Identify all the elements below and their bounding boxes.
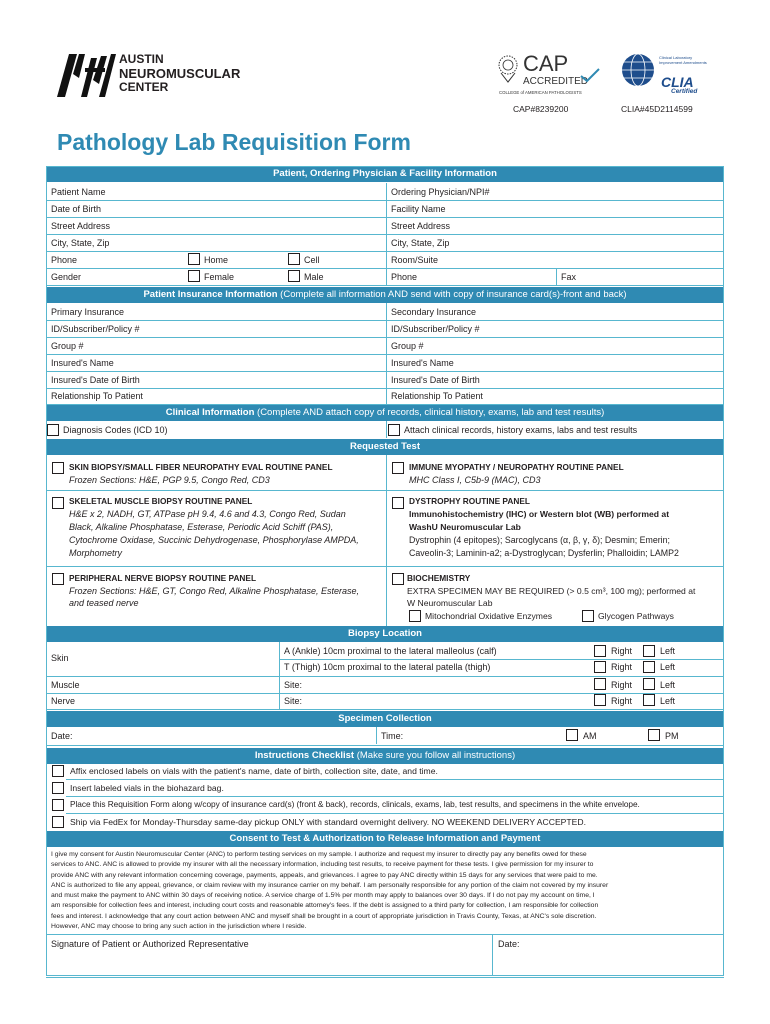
clia-globe-icon <box>621 53 655 87</box>
logo-line-1: AUSTIN <box>119 52 164 66</box>
cell-checkbox[interactable] <box>288 253 300 265</box>
specimen-time-field[interactable]: Time: <box>381 731 404 741</box>
skeletal-muscle-title: SKELETAL MUSCLE BIOPSY ROUTINE PANEL <box>69 496 253 506</box>
consent-line: and must make the payment to ANC within 30 days of receiving notice. A service charge of 1.5% per month may apply to balances over 30 days. If I do not pay my account on time, I <box>51 892 595 900</box>
biochemistry-checkbox[interactable] <box>392 573 404 585</box>
secondary-insured-name-field[interactable]: Insured's Name <box>391 358 454 368</box>
peripheral-nerve-desc-2: and teased nerve <box>69 598 139 608</box>
clia-logo <box>621 51 711 97</box>
signature-date-field[interactable]: Date: <box>498 939 520 949</box>
thigh-location-label: T (Thigh) 10cm proximal to the lateral patella (thigh) <box>284 662 491 672</box>
dystrophy-sub-2: WashU Neuromuscular Lab <box>409 522 521 532</box>
muscle-left-label: Left <box>660 680 676 690</box>
biochemistry-desc-1: EXTRA SPECIMEN MAY BE REQUIRED (> 0.5 cm³, 100 mg); performed at <box>407 586 696 596</box>
glycogen-label: Glycogen Pathways <box>598 611 674 621</box>
peripheral-nerve-checkbox[interactable] <box>52 573 64 585</box>
skeletal-muscle-desc-2: Black, Alkaline Phosphatase, Esterase, Periodic Acid Schiff (PAS), <box>69 522 334 532</box>
ankle-location-label: A (Ankle) 10cm proximal to the lateral malleolus (calf) <box>284 646 497 656</box>
biochemistry-desc-2: W Neuromuscular Lab <box>407 598 493 608</box>
male-checkbox[interactable] <box>288 270 300 282</box>
female-label: Female <box>204 272 235 282</box>
consent-line: I give my consent for Austin Neuromuscular Center (ANC) to perform testing services on my sample. I authorize and request my insurer to directly pay any benefits owed for these <box>51 851 587 858</box>
peripheral-nerve-desc-1: Frozen Sections: H&E, GT, Congo Red, Alkaline Phosphatase, Esterase, <box>69 586 359 596</box>
dystrophy-checkbox[interactable] <box>392 497 404 509</box>
thigh-left-label: Left <box>660 662 676 672</box>
nerve-right-checkbox[interactable] <box>594 694 606 706</box>
home-label: Home <box>204 255 229 265</box>
checkmark-icon <box>579 67 601 83</box>
clinical-section-band <box>46 405 724 421</box>
checklist-checkbox-3[interactable] <box>52 799 64 811</box>
thigh-right-label: Right <box>611 662 633 672</box>
nerve-right-label: Right <box>611 696 633 706</box>
dystrophy-sub-1: Immunohistochemistry (IHC) or Western blot (WB) performed at <box>409 509 670 519</box>
skeletal-muscle-desc-4: Morphometry <box>69 548 123 558</box>
consent-line: provide ANC with any relevant information concerning coverage, payments, appeals, and grievances. I agree to pay ANC directly within 15 days for any services that were paid to me. <box>51 871 598 879</box>
mitochondrial-label: Mitochondrial Oxidative Enzymes <box>425 611 553 621</box>
insurance-section-band <box>46 287 724 303</box>
clia-certified: Certified <box>671 88 698 95</box>
home-checkbox[interactable] <box>188 253 200 265</box>
secondary-insurance-field[interactable]: Secondary Insurance <box>391 307 477 317</box>
primary-relationship-field[interactable]: Relationship To Patient <box>51 391 143 401</box>
logo-line-2: NEUROMUSCULAR <box>119 66 241 81</box>
primary-group-field[interactable]: Group # <box>51 341 84 351</box>
cap-seal-icon <box>497 55 519 83</box>
dystrophy-desc-2: Caveolin-3; Laminin-a2; a-Dystroglycan; Dysferlin; Phalloidin; LAMP2 <box>409 548 679 558</box>
muscle-right-label: Right <box>611 680 633 690</box>
immune-myopathy-title: IMMUNE MYOPATHY / NEUROPATHY ROUTINE PANEL <box>409 462 624 472</box>
patient-phone-field[interactable]: Phone <box>51 255 78 265</box>
male-label: Male <box>304 272 324 282</box>
ankle-left-label: Left <box>660 646 676 656</box>
cap-accredited: ACCREDITED <box>523 76 589 87</box>
skeletal-muscle-desc-3: Cytochrome Oxidase, Succinic Dehydrogenase, Phosphorylase AMPDA, <box>69 535 359 545</box>
patient-street-field[interactable]: Street Address <box>51 221 111 231</box>
secondary-id-field[interactable]: ID/Subscriber/Policy # <box>391 324 480 334</box>
skin-biopsy-desc: Frozen Sections: H&E, PGP 9.5, Congo Red, CD3 <box>69 475 270 485</box>
attach-records-checkbox[interactable] <box>388 424 400 436</box>
am-checkbox[interactable] <box>566 729 578 741</box>
diagnosis-codes-field[interactable]: Diagnosis Codes (ICD 10) <box>63 425 168 435</box>
checklist-band-note: (Make sure you follow all instructions) <box>356 750 516 761</box>
requested-test-band: Requested Test <box>46 439 724 455</box>
specimen-collection-band: Specimen Collection <box>46 711 724 727</box>
clia-logo-text: CLIA <box>661 74 694 90</box>
cell-label: Cell <box>304 255 320 265</box>
page-title: Pathology Lab Requisition Form <box>57 129 411 155</box>
checklist-item-3: Place this Requisition Form along w/copy of insurance card(s) (front & back), records, clinicals, exams, lab, test results, and specimens in the white envelope. <box>70 799 640 809</box>
clia-number: CLIA#45D2114599 <box>621 104 693 114</box>
clinical-band-title: Clinical Information <box>165 407 255 418</box>
facility-phone-field[interactable]: Phone <box>391 272 418 282</box>
dystrophy-title: DYSTROPHY ROUTINE PANEL <box>409 496 530 506</box>
primary-insured-dob-field[interactable]: Insured's Date of Birth <box>51 375 140 385</box>
instructions-checklist-band <box>46 748 724 764</box>
insurance-band-note: (Complete all information AND send with copy of insurance card(s)-front and back) <box>280 289 627 300</box>
checklist-item-2: Insert labeled vials in the biohazard bag. <box>70 783 224 793</box>
ankle-right-checkbox[interactable] <box>594 645 606 657</box>
signature-field[interactable]: Signature of Patient or Authorized Representative <box>51 939 249 949</box>
peripheral-nerve-title: PERIPHERAL NERVE BIOPSY ROUTINE PANEL <box>69 573 257 583</box>
skin-biopsy-checkbox[interactable] <box>52 462 64 474</box>
consent-line: ANC is authorized to file any appeal, grievance, or claim review with my insurance carrier on my behalf. I am personally responsible for any portion of the claim not covered by my insurer <box>51 881 609 889</box>
patient-section-band: Patient, Ordering Physician & Facility Information <box>46 166 724 182</box>
nerve-site-field[interactable]: Site: <box>284 696 303 706</box>
specimen-date-field[interactable]: Date: <box>51 731 73 741</box>
consent-line: fees and interest. I acknowledge that any court action between ANC and myself shall be brought in a court of appropriate jurisdiction in Travis County, Texas, at ANC's sole discretion. <box>51 912 597 920</box>
consent-line: However, ANC may choose to bring any such action in the jurisdiction where I reside. <box>51 923 307 931</box>
dob-field[interactable]: Date of Birth <box>51 204 102 214</box>
primary-insurance-field[interactable]: Primary Insurance <box>51 307 125 317</box>
diagnosis-checkbox[interactable] <box>47 424 59 436</box>
female-checkbox[interactable] <box>188 270 200 282</box>
skin-biopsy-title: SKIN BIOPSY/SMALL FIBER NEUROPATHY EVAL ROUTINE PANEL <box>69 462 333 472</box>
skeletal-muscle-desc-1: H&E x 2, NADH, GT, ATPase pH 9.4, 4.6 and 4.3, Congo Red, Sudan <box>69 509 346 519</box>
mitochondrial-checkbox[interactable] <box>409 610 421 622</box>
checklist-item-4: Ship via FedEx for Monday-Thursday same-day pickup ONLY with standard overnight delivery. NO WEEKEND DELIVERY ACCEPTED. <box>70 817 586 827</box>
glycogen-checkbox[interactable] <box>582 610 594 622</box>
ankle-left-checkbox[interactable] <box>643 645 655 657</box>
anc-logo <box>55 50 241 100</box>
biochemistry-title: BIOCHEMISTRY <box>407 573 471 583</box>
dystrophy-desc-1: Dystrophin (4 epitopes); Sarcoglycans (α, β, γ, δ); Desmin; Emerin; <box>409 535 670 545</box>
clia-small-text: Clinical Laboratory Improvement Amendments <box>659 55 707 65</box>
cap-college: COLLEGE of AMERICAN PATHOLOGISTS <box>499 90 582 95</box>
secondary-relationship-field[interactable]: Relationship To Patient <box>391 391 483 401</box>
skin-location-label: Skin <box>51 653 69 663</box>
cap-logo-text: CAP <box>523 51 569 76</box>
pm-checkbox[interactable] <box>648 729 660 741</box>
checklist-item-1: Affix enclosed labels on vials with the patient's name, date of birth, collection site, date, and time. <box>70 766 438 776</box>
checklist-checkbox-2[interactable] <box>52 782 64 794</box>
nerve-location-label: Nerve <box>51 696 76 706</box>
secondary-group-field[interactable]: Group # <box>391 341 424 351</box>
facility-street-field[interactable]: Street Address <box>391 221 451 231</box>
facility-name-field[interactable]: Facility Name <box>391 204 446 214</box>
attach-records-label: Attach clinical records, history exams, labs and test results <box>404 425 638 435</box>
clinical-band-note: (Complete AND attach copy of records, clinical history, exams, lab and test results) <box>257 407 605 418</box>
room-suite-field[interactable]: Room/Suite <box>391 255 439 265</box>
primary-id-field[interactable]: ID/Subscriber/Policy # <box>51 324 140 334</box>
nerve-left-checkbox[interactable] <box>643 694 655 706</box>
thigh-left-checkbox[interactable] <box>643 661 655 673</box>
facility-city-field[interactable]: City, State, Zip <box>391 238 450 248</box>
anc-logo-mark-icon <box>55 50 117 100</box>
skeletal-muscle-checkbox[interactable] <box>52 497 64 509</box>
secondary-insured-dob-field[interactable]: Insured's Date of Birth <box>391 375 480 385</box>
gender-field: Gender <box>51 272 82 282</box>
muscle-left-checkbox[interactable] <box>643 678 655 690</box>
patient-name-field[interactable]: Patient Name <box>51 187 106 197</box>
cap-logo <box>497 53 607 99</box>
patient-city-field[interactable]: City, State, Zip <box>51 238 110 248</box>
immune-myopathy-checkbox[interactable] <box>392 462 404 474</box>
consent-text <box>51 850 723 932</box>
insurance-band-title: Patient Insurance Information <box>143 289 278 300</box>
consent-line: am responsible for collection fees and interest, including court costs and reasonable attorney's fees. If the debt is assigned to a third party for collection, I am responsible for collection <box>51 902 599 910</box>
cap-number: CAP#8239200 <box>513 104 569 114</box>
logo-line-3: CENTER <box>119 80 169 94</box>
thigh-right-checkbox[interactable] <box>594 661 606 673</box>
checklist-band-title: Instructions Checklist <box>254 750 355 761</box>
am-label: AM <box>583 731 597 741</box>
consent-band: Consent to Test & Authorization to Release Information and Payment <box>46 831 724 847</box>
nerve-left-label: Left <box>660 696 676 706</box>
primary-insured-name-field[interactable]: Insured's Name <box>51 358 114 368</box>
muscle-site-field[interactable]: Site: <box>284 680 303 690</box>
checklist-checkbox-1[interactable] <box>52 765 64 777</box>
ordering-physician-field[interactable]: Ordering Physician/NPI# <box>391 187 490 197</box>
muscle-right-checkbox[interactable] <box>594 678 606 690</box>
biopsy-location-band: Biopsy Location <box>46 626 724 642</box>
facility-fax-field[interactable]: Fax <box>561 272 577 282</box>
consent-line: services to ANC. ANC is allowed to provide my insurer with all the necessary information, including test results, to receive payment for these tests. I give permission for my insurer to <box>51 861 594 869</box>
immune-myopathy-desc: MHC Class I, C5b-9 (MAC), CD3 <box>409 475 541 485</box>
ankle-right-label: Right <box>611 646 633 656</box>
muscle-location-label: Muscle <box>51 680 80 690</box>
pm-label: PM <box>665 731 679 741</box>
checklist-checkbox-4[interactable] <box>52 816 64 828</box>
